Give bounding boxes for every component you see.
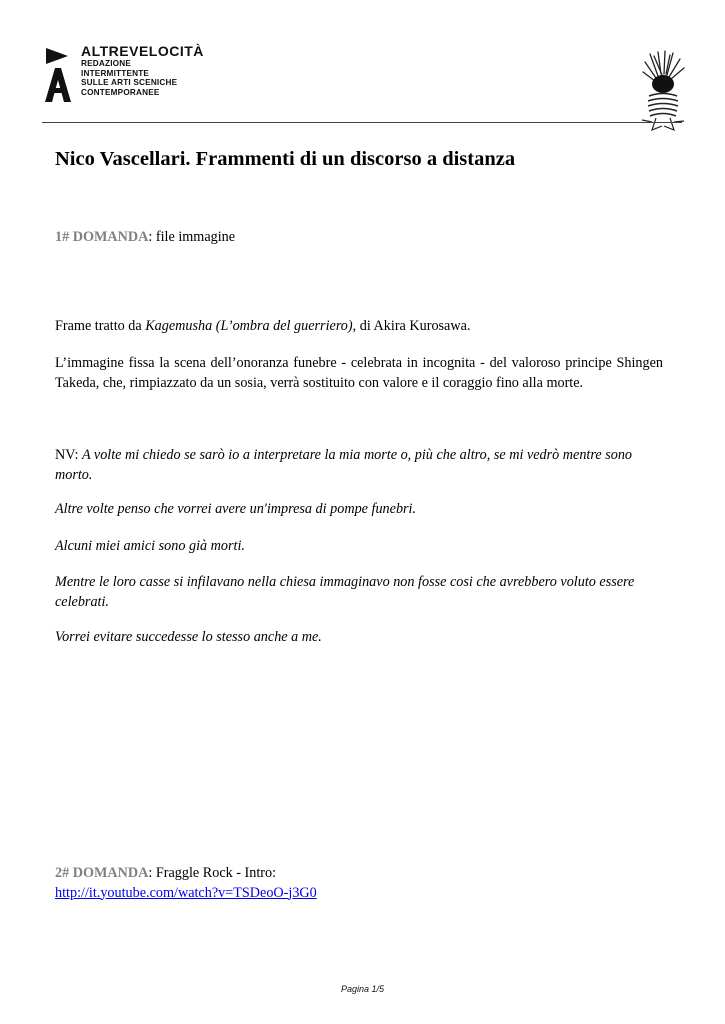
logo-name: ALTREVELOCITÀ [81, 43, 204, 59]
question-1-text: : file immagine [148, 229, 236, 245]
logo-wordmark [81, 44, 204, 97]
answer-paragraph: Mentre le loro casse si infilavano nella chiesa immaginavo non fosse cosi che avrebbero voluto essere celebrati. [55, 574, 635, 610]
logo-line: INTERMITTENTE [81, 68, 150, 78]
logo-line: SULLE ARTI SCENICHE [81, 78, 178, 88]
question-2-text: : Fraggle Rock - Intro: [148, 865, 277, 881]
answer-paragraph: Vorrei evitare succedesse lo stesso anche a me. [55, 629, 322, 645]
answer-paragraph: Altre volte penso che vorrei avere un'impresa di pompe funebri. [55, 501, 417, 517]
film-title: Kagemusha (L’ombra del guerriero) [145, 318, 353, 334]
question-1-label: 1# DOMANDA [55, 229, 149, 245]
youtube-link[interactable]: http://it.youtube.com/watch?v=TSDeoO-j3G0 [55, 884, 317, 901]
answer-text: A volte mi chiedo se sarò io a interpretare la mia morte o, più che altro, se mi vedrò mentre sono morto. [55, 447, 633, 483]
frame-caption [55, 317, 663, 337]
question-1 [55, 228, 663, 248]
logo-line: CONTEMPORANEE [81, 87, 160, 97]
sketch-figure-illustration [636, 50, 692, 136]
answer-paragraph: Alcuni miei amici sono già morti. [55, 538, 245, 554]
article-title: Nico Vascellari. Frammenti di un discorso a distanza [55, 148, 516, 170]
page-header [0, 0, 725, 122]
frame-caption-suffix: , di Akira Kurosawa. [352, 318, 471, 334]
speaker-initials: NV: [55, 447, 82, 463]
question-2-label: 2# DOMANDA [55, 865, 149, 881]
answer-paragraph [55, 446, 663, 485]
header-divider [42, 122, 682, 123]
altrevelocita-logo-icon [42, 44, 72, 104]
page-number: Pagina 1/5 [340, 984, 385, 994]
image-description: L’immagine fissa la scena dell’onoranza funebre - celebrata in incognita - del valoroso principe Shingen Takeda, che, rimpiazzato da un sosia, verrà sostituito con valore e il coraggio fino alla morte. [55, 355, 663, 391]
logo-line: REDAZIONE [81, 59, 132, 68]
question-2 [55, 864, 663, 903]
frame-caption-prefix: Frame tratto da [55, 318, 146, 334]
